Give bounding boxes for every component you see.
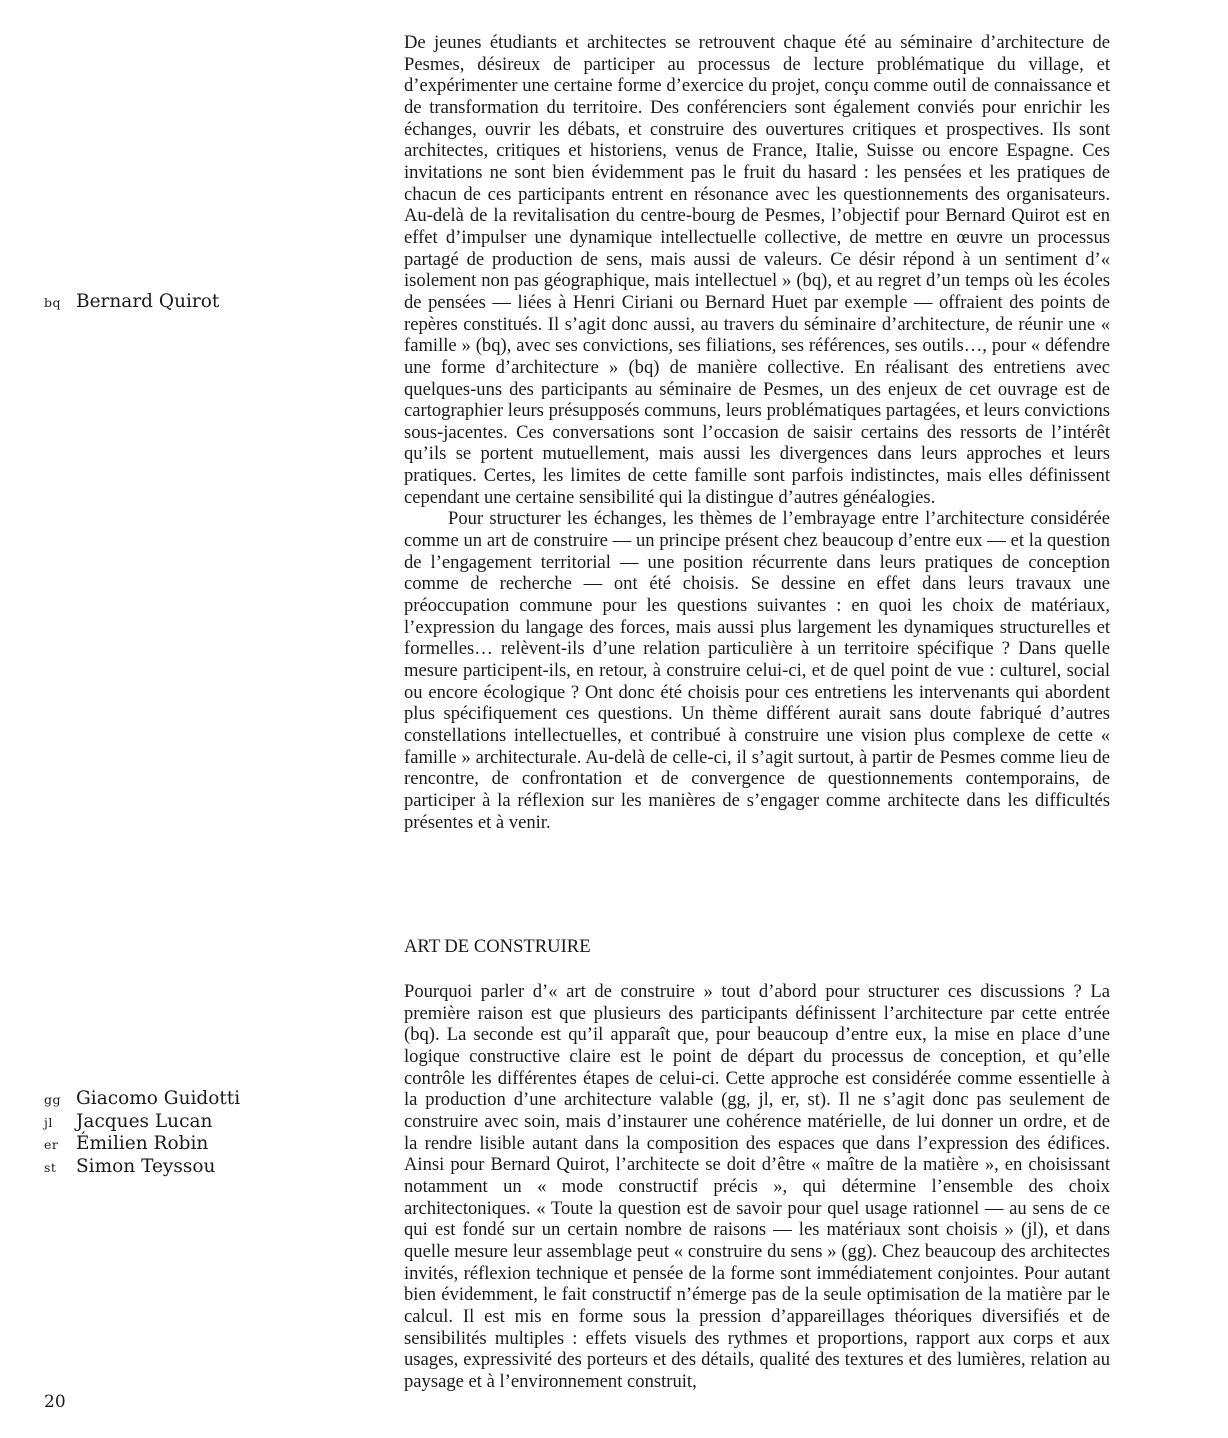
speaker-initials: gg xyxy=(44,1092,62,1107)
speaker-name: Giacomo Guidotti xyxy=(76,1088,241,1109)
body-text-section xyxy=(404,981,1110,1392)
section-heading: ART DE CONSTRUIRE xyxy=(404,936,591,957)
speaker-name: Émilien Robin xyxy=(76,1133,209,1155)
page-number: 20 xyxy=(44,1392,66,1412)
margin-note-entry xyxy=(44,1088,240,1111)
speaker-initials: jl xyxy=(44,1114,53,1130)
paragraph-intro: De jeunes étudiants et architectes se retrouvent chaque été au séminaire d’architecture de Pesmes, désireux de participer au processus de lecture problématique du village, et d’expérimenter une certaine forme d’exercice du projet, conçu comme outil de connaissance et de transformation du territoire. Des conférenciers sont également conviés pour enrichir les échanges, ouvrir les débats, et construire des ouvertures critiques et prospectives. Ils sont architectes, critiques et historiens, venus de France, Italie, Suisse ou encore Espagne. Ces invitations ne sont bien évidemment pas le fruit du hasard : les pensées et les pratiques de chacun de ces participants entrent en résonance avec les questionnements des organisateurs. Au-delà de la revitalisation du centre-bourg de Pesmes, l’objectif pour Bernard Quirot est en effet d’impulser une dynamique intellectuelle collective, de mettre en œuvre un processus partagé de production de sens, mais aussi de valeurs. Ce désir répond à un sentiment d’« isolement non pas géographique, mais intellectuel » (bq), et au regret d’un temps où les écoles de pensées — liées à Henri Ciriani ou Bernard Huet par exemple — offraient des points de repères constitués. Il s’agit donc aussi, au travers du séminaire d’architecture, de réunir une « famille » (bq), avec ses convictions, ses filiations, ses références, ses outils…, pour « défendre une forme d’architecture » (bq) de manière collective. En réalisant des entretiens avec quelques-uns des participants au séminaire de Pesmes, un des enjeux de cet ouvrage est de cartographier leurs présupposés communs, leurs problématiques partagées, et leurs convictions sous-jacentes. Ces conversations sont l’occasion de saisir certains des ressorts de l’intérêt qu’ils se portent mutuellement, mais aussi les divergences dans leurs approches et leurs pratiques. Certes, les limites de cette famille sont parfois indistinctes, mais elles définissent cependant une certaine sensibilité qui la distingue d’autres généalogies. xyxy=(404,32,1110,508)
margin-note-entry xyxy=(44,291,219,314)
speaker-name: Jacques Lucan xyxy=(76,1110,213,1132)
speaker-initials: bq xyxy=(44,295,62,310)
margin-note-entry xyxy=(44,1111,240,1134)
margin-note-speakers-1 xyxy=(44,291,219,314)
margin-note-entry xyxy=(44,1156,240,1179)
margin-note-entry xyxy=(44,1133,240,1156)
speaker-initials: st xyxy=(44,1159,57,1175)
speaker-initials: er xyxy=(44,1137,59,1153)
speaker-name: Bernard Quirot xyxy=(76,291,220,312)
speaker-name: Simon Teyssou xyxy=(76,1155,216,1177)
margin-note-speakers-2 xyxy=(44,1088,240,1178)
body-text-top xyxy=(404,32,1110,833)
paragraph-art-de-construire: Pourquoi parler d’« art de construire » tout d’abord pour structurer ces discussions ? La première raison est que plusieurs des participants définissent l’architecture par cette entrée (bq). La seconde est qu’il apparaît que, pour beaucoup d’entre eux, la mise en place d’une logique constructive claire est le point de départ du processus de conception, et qu’elle contrôle les différentes étapes de celui-ci. Cette approche est considérée comme essentielle à la production d’une architecture valable (gg, jl, er, st). Il ne s’agit donc pas seulement de construire avec soin, mais d’instaurer une cohérence matérielle, de lui donner un ordre, et de la rendre lisible autant dans la composition des espaces que dans l’expression des édifices. Ainsi pour Bernard Quirot, l’architecte se doit d’être « maître de la matière », en choisissant notamment un « mode constructif précis », qui détermine l’ensemble des choix architectoniques. « Toute la question est de savoir pour quel usage rationnel — au sens de ce qui est fondé sur un certain nombre de raisons — les matériaux sont choisis » (jl), et dans quelle mesure leur assemblage peut « construire du sens » (gg). Chez beaucoup des architectes invités, réflexion technique et pensée de la forme sont immédiatement conjointes. Pour autant bien évidemment, le fait constructif n’émerge pas de la seule optimisation de la matière par le calcul. Il est mis en forme sous la pression d’appareillages théoriques diversifiés et de sensibilités multiples : effets visuels des rythmes et proportions, rapport aux corps et aux usages, expressivité des porteurs et des détails, qualité des textures et des lumières, relation au paysage et à l’environnement construit, xyxy=(404,981,1110,1392)
paragraph-themes: Pour structurer les échanges, les thèmes de l’embrayage entre l’architecture considérée comme un art de construire — un principe présent chez beaucoup d’entre eux — et la question de l’engagement territorial — une position récurrente dans leurs pratiques de conception comme de recherche — ont été choisis. Se dessine en effet dans leurs travaux une préoccupation commune pour les questions suivantes : en quoi les choix de matériaux, l’expression du langage des forces, mais aussi plus largement les dynamiques structurelles et formelles… relèvent-ils d’une relation particulière à un territoire spécifique ? Dans quelle mesure participent-ils, en retour, à construire celui-ci, et de quel point de vue : culturel, social ou encore écologique ? Ont donc été choisis pour ces entretiens les intervenants qui abordent plus spécifiquement ces questions. Un thème différent aurait sans doute fabriqué d’autres constellations intellectuelles, et contribué à construire une vision plus complexe de cette « famille » architecturale. Au-delà de celle-ci, il s’agit surtout, à partir de Pesmes comme lieu de rencontre, de confrontation et de convergence de questionnements contemporains, de participer à la réflexion sur les manières de s’engager comme architecte dans les difficultés présentes et à venir. xyxy=(404,508,1110,833)
